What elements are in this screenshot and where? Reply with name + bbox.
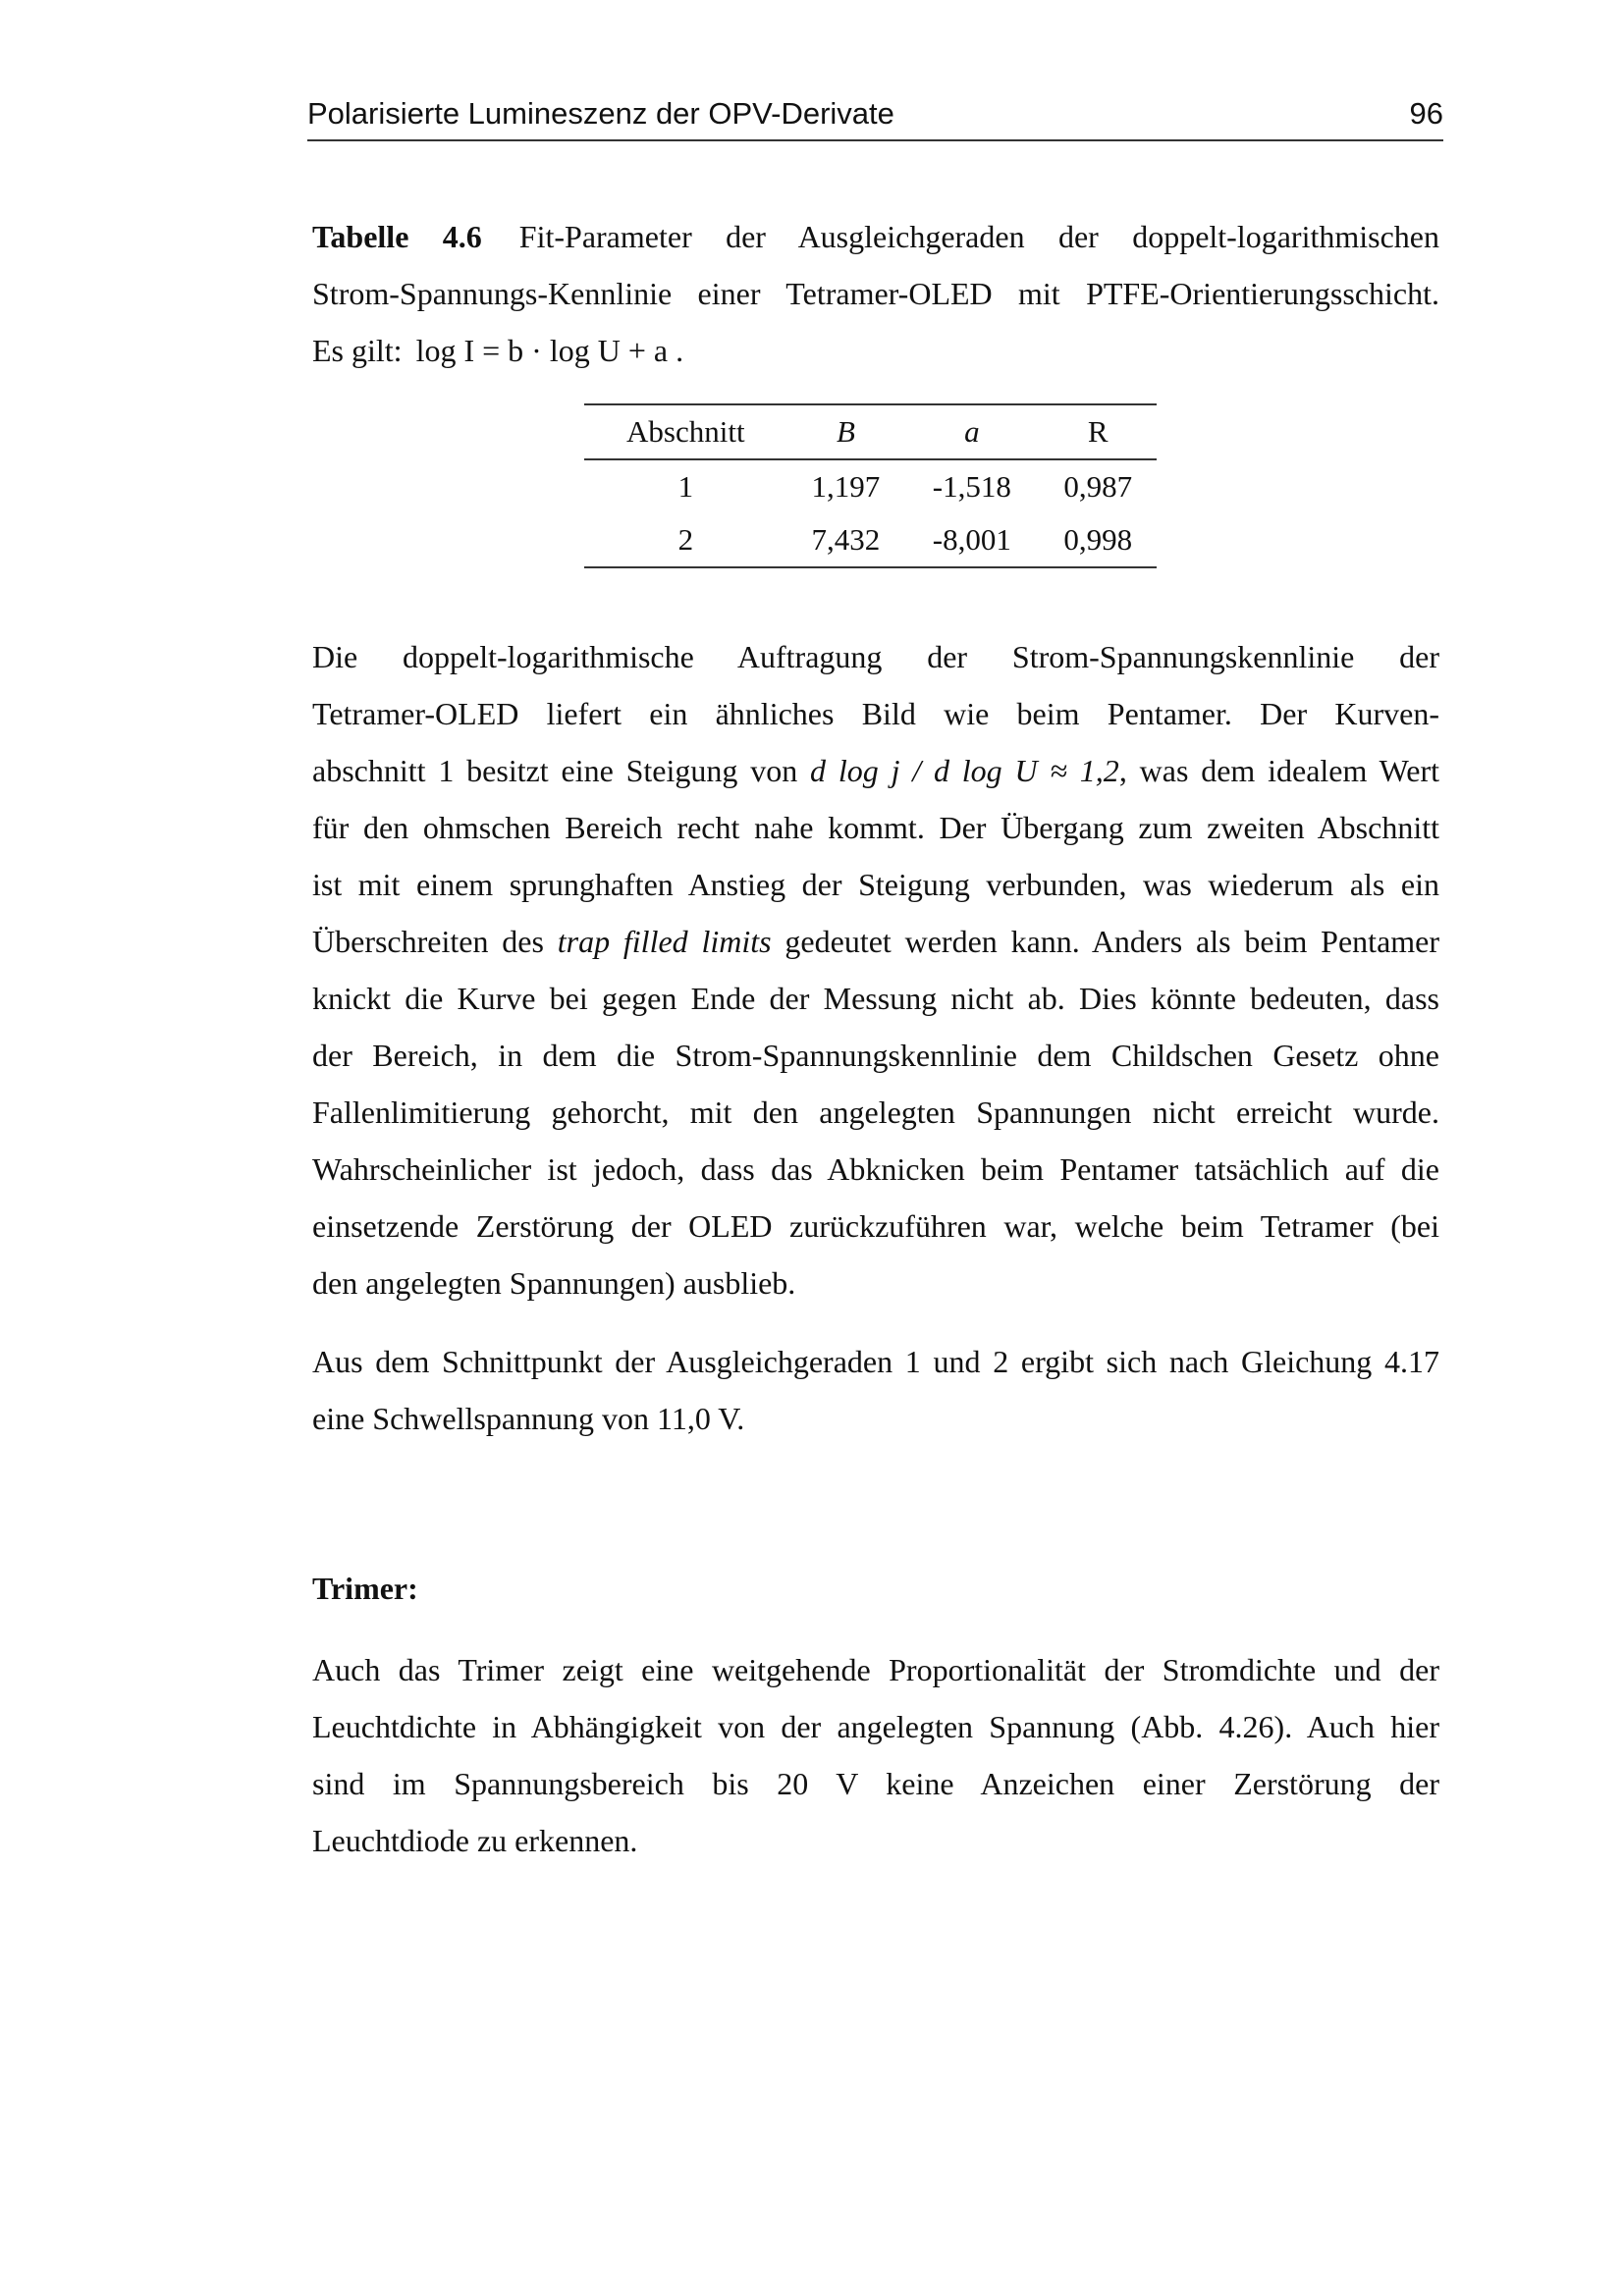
text-line: den angelegten Spannungen) ausblieb. [312, 1265, 796, 1301]
table-row [584, 459, 1157, 513]
text-line: einsetzende Zerstörung der OLED zurückzuführen war, welche beim Tetramer (bei [312, 1208, 1439, 1244]
text-line: Leuchtdiode zu erkennen. [312, 1823, 638, 1858]
text-line: ist mit einem sprunghaften Anstieg der Steigung verbunden, was wiederum als ein [312, 867, 1439, 902]
caption-text-line2: Strom-Spannungs-Kennlinie einer Tetramer-OLED mit PTFE-Orientierungsschicht. [312, 276, 1439, 311]
text-line: Tetramer-OLED liefert ein ähnliches Bild wie beim Pentamer. Der Kurven- [312, 696, 1439, 731]
text-line: der Bereich, in dem die Strom-Spannungskennlinie dem Childschen Gesetz ohne [312, 1038, 1439, 1073]
table-cell: -8,001 [904, 513, 1039, 567]
page-number: 96 [1409, 96, 1443, 131]
text-line: Auch das Trimer zeigt eine weitgehende Proportionalität der Stromdichte und der [312, 1652, 1439, 1687]
table-cell: 7,432 [787, 513, 905, 567]
col-header-a: a [904, 404, 1039, 459]
col-header-b: B [787, 404, 905, 459]
table-row [584, 513, 1157, 567]
text-line: abschnitt 1 besitzt eine Steigung von [312, 753, 798, 788]
table-cell: 0,987 [1063, 469, 1133, 504]
paragraph-trimer [312, 1641, 1439, 1869]
fit-parameter-table [584, 403, 1157, 568]
page-header [307, 96, 1443, 141]
paragraph-threshold [312, 1333, 1439, 1447]
table-cell: -1,518 [932, 469, 1011, 504]
col-header-r: R [1039, 404, 1157, 459]
paragraph-tetramer [312, 628, 1439, 1311]
text-line: gedeutet werden kann. Anders als beim Pentamer [784, 924, 1440, 959]
caption-label: Tabelle 4.6 [312, 219, 482, 254]
text-line: sind im Spannungsbereich bis 20 V keine Anzeichen einer Zerstörung der [312, 1766, 1439, 1801]
running-title: Polarisierte Lumineszenz der OPV-Derivate [307, 96, 894, 131]
text-line: knickt die Kurve bei gegen Ende der Messung nicht ab. Dies könnte bedeuten, dass [312, 981, 1439, 1016]
table-cell: 1 [677, 469, 694, 504]
text-line: Wahrscheinlicher ist jedoch, dass das Abknicken beim Pentamer tatsächlich auf die [312, 1151, 1439, 1187]
text-line: Leuchtdichte in Abhängigkeit von der angelegten Spannung (Abb. 4.26). Auch hier [312, 1709, 1439, 1744]
text-line: Aus dem Schnittpunkt der Ausgleichgeraden 1 und 2 ergibt sich nach Gleichung 4.17 [312, 1344, 1439, 1379]
italic-term: trap filled limits [557, 924, 772, 959]
table-header-row [584, 404, 1157, 459]
table-caption [312, 208, 1439, 379]
section-heading-trimer: Trimer: [312, 1571, 418, 1606]
caption-formula: log I = b · log U + a . [415, 333, 684, 368]
slope-formula: d log j / d log U ≈ 1,2 [810, 753, 1119, 788]
text-line: Fallenlimitierung gehorcht, mit den angelegten Spannungen nicht erreicht wurde. [312, 1095, 1439, 1130]
text-line: Die doppelt-logarithmische Auftragung der Strom-Spannungskennlinie der [312, 639, 1439, 674]
table-cell: 1,197 [811, 469, 881, 504]
table-cell: 2 [584, 513, 787, 567]
text-line: Überschreiten des [312, 924, 544, 959]
text-line: , was dem idealem Wert [1118, 753, 1440, 788]
text-line: für den ohmschen Bereich recht nahe kommt. Der Übergang zum zweiten Abschnitt [312, 810, 1439, 845]
table-cell: 0,998 [1039, 513, 1157, 567]
col-header-abschnitt: Abschnitt [584, 404, 787, 459]
caption-text-line1: Fit-Parameter der Ausgleichgeraden der doppelt-logarithmischen [518, 219, 1440, 254]
caption-text-line3: Es gilt: [312, 333, 403, 368]
text-line: eine Schwellspannung von 11,0 V. [312, 1401, 745, 1436]
